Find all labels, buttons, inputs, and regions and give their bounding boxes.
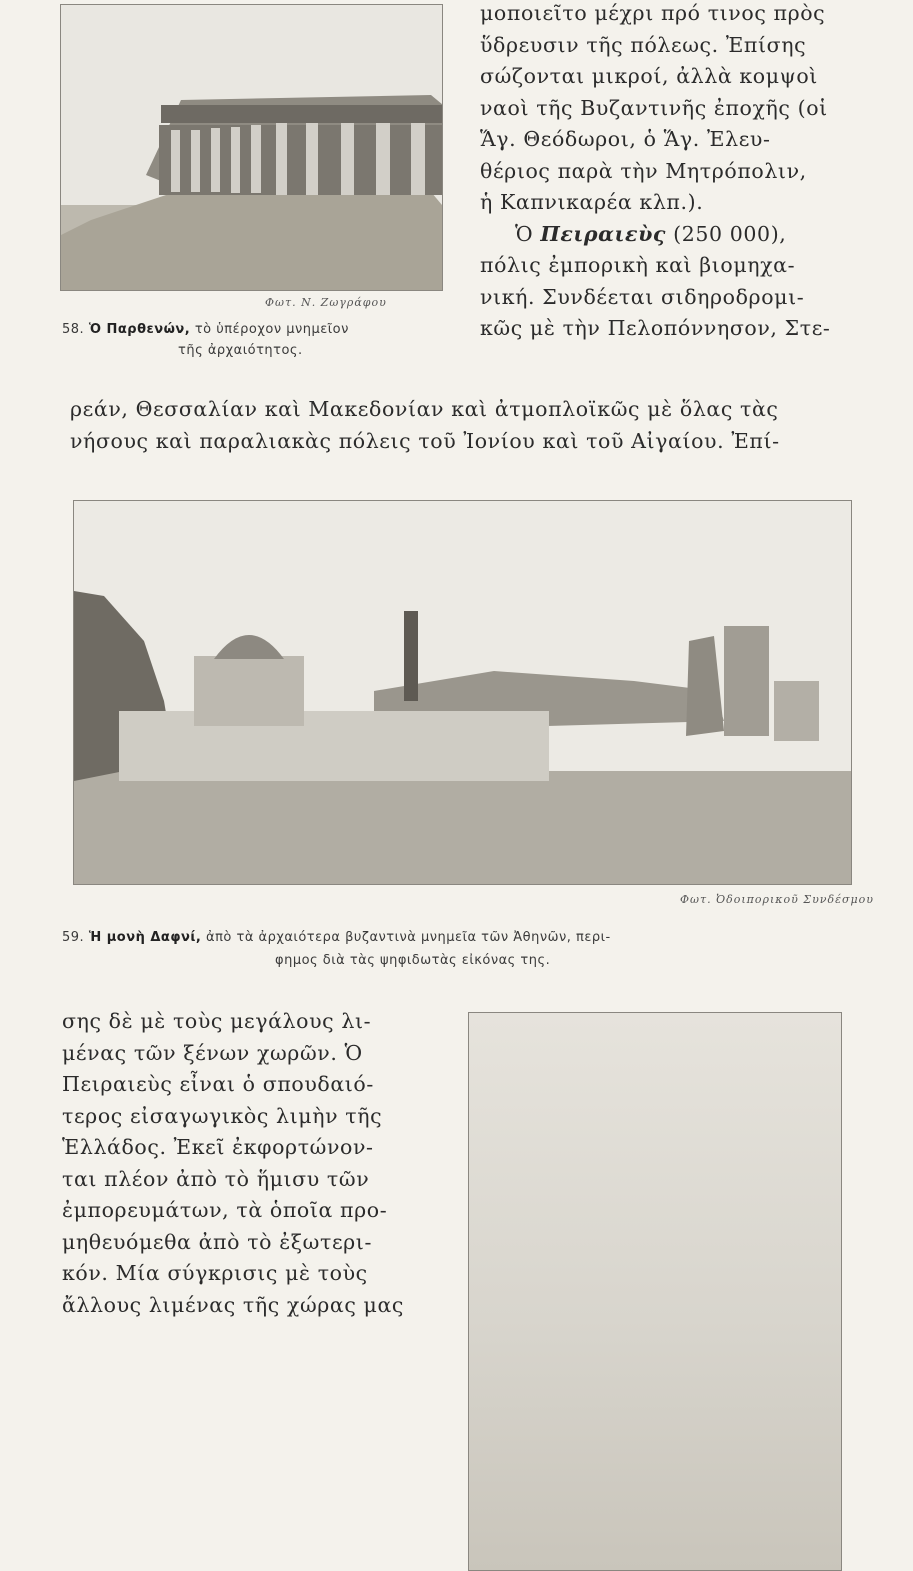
text-line: σης δὲ μὲ τοὺς μεγάλους λι- [62,1009,372,1033]
text-line: Ἅγ. Θεόδωροι, ὁ Ἅγ. Ἐλευ- [480,127,771,151]
figure-59-credit: Φωτ. Ὀδοιπορικοῦ Συνδέσμου [680,893,874,906]
left-column-text [62,1006,442,1321]
text-line: Ἑλλάδος. Ἐκεῖ ἐκφορτώνον- [62,1135,374,1159]
text-line: νήσους καὶ παραλιακὰς πόλεις τοῦ Ἰονίου καὶ τοῦ Αἰγαίου. Ἐπί- [70,428,780,453]
text-line: ὕδρευσιν τῆς πόλεως. Ἐπίσης [480,32,807,57]
text-line: ται πλέον ἀπὸ τὸ ἥμισυ τῶν [62,1166,370,1191]
text-line: κόν. Μία σύγκρισις μὲ τοὺς [62,1261,368,1285]
text-line: Πειραιεὺς εἶναι ὁ σπουδαιό- [62,1072,374,1096]
text-line: ἐμπορευμάτων, τὰ ὁποῖα προ- [62,1198,388,1222]
text-line: μηθευόμεθα ἀπὸ τὸ ἐξωτερι- [62,1229,372,1254]
figure-59-number: 59. [62,930,85,945]
figure-58-number: 58. [62,322,85,337]
piraeus-article: Ὁ [515,221,534,246]
figure-59-caption-rest: ἀπὸ τὰ ἀρχαιότερα βυζαντινὰ μνημεῖα τῶν Ἀθηνῶν, περι- [206,930,611,945]
text-line: ἄλλους λιμένας τῆς χώρας μας [62,1292,405,1317]
figure-58-credit: Φωτ. Ν. Ζωγράφου [265,296,387,309]
piraeus-name: Πειραιεὺς [540,221,666,246]
text-line: τερος εἰσαγωγικὸς λιμὴν τῆς [62,1103,383,1128]
piraeus-population: (250 000), [673,221,787,246]
figure-58-title: Ὁ Παρθενών, [88,322,191,337]
piraeus-heading-line [480,219,905,251]
text-line: ναοὶ τῆς Βυζαντινῆς ἐποχῆς (οἱ [480,95,828,120]
text-line: ἡ Καπνικαρέα κλπ.). [480,190,704,214]
figure-59-title: Ἡ μονὴ Δαφνί, [88,930,202,945]
figure-59-caption [62,930,862,945]
text-line: πόλις ἐμπορικὴ καὶ βιομηχα- [480,253,796,277]
text-line: μοποιεῖτο μέχρι πρό τινος πρὸς [480,1,826,25]
text-line: μένας τῶν ξένων χωρῶν. Ὁ [62,1040,363,1065]
figure-59-caption-line2: φημος διὰ τὰς ψηφιδωτὰς εἰκόνας της. [275,953,551,968]
text-line: κῶς μὲ τὴν Πελοπόννησον, Στε- [480,316,831,340]
text-line: ρεάν, Θεσσαλίαν καὶ Μακεδονίαν καὶ ἀτμοπλοϊκῶς μὲ ὅλας τὰς [70,397,779,421]
figure-58-caption [62,322,462,337]
figure-58-caption-line2: τῆς ἀρχαιότητος. [178,343,303,358]
text-line: σώζονται μικροί, ἀλλὰ κομψοὶ [480,64,818,88]
fig60-photo [468,1012,842,1571]
text-line: θέριος παρὰ τὴν Μητρόπολιν, [480,158,807,183]
figure-58-caption-rest: τὸ ὑπέροχον μνημεῖον [194,322,349,337]
full-width-text [70,394,910,457]
daphni-monastery-photo [73,500,852,885]
parthenon-photo [60,4,443,291]
text-line: νική. Συνδέεται σιδηροδρομι- [480,284,805,309]
right-column-text [480,0,905,345]
